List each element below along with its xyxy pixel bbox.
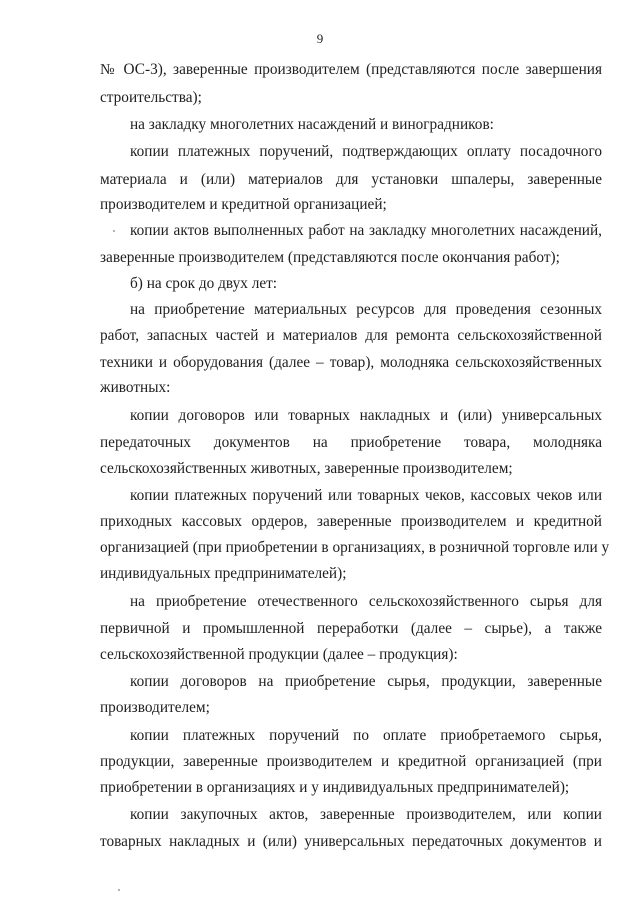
text-line: копии актов выполненных работ на закладку многолетних насаждений, xyxy=(130,222,602,239)
text-line: заверенные производителем (представляются после окончания работ); xyxy=(100,249,560,266)
text-line: копии закупочных актов, заверенные производителем, или копии xyxy=(130,806,602,823)
text-line: копии платежных поручений, подтверждающих оплату посадочного xyxy=(130,143,602,160)
text-line: б) на срок до двух лет: xyxy=(130,275,278,292)
text-line: копии договоров на приобретение сырья, продукции, заверенные xyxy=(130,673,602,690)
scan-speck xyxy=(118,889,120,891)
text-line: техники и оборудования (далее – товар), молодняка сельскохозяйственных xyxy=(100,354,602,371)
text-line: на приобретение отечественного сельскохозяйственного сырья для xyxy=(130,593,602,610)
text-line: сельскохозяйственных животных, заверенные производителем; xyxy=(100,460,513,477)
text-line: сельскохозяйственной продукции (далее – продукция): xyxy=(100,646,458,663)
page-number: 9 xyxy=(316,31,324,46)
text-line: первичной и промышленной переработки (далее – сырье), а также xyxy=(100,620,602,637)
text-line: на приобретение материальных ресурсов для проведения сезонных xyxy=(130,301,602,318)
text-line: копии платежных поручений или товарных чеков, кассовых чеков или xyxy=(130,487,602,504)
text-line: организацией (при приобретении в организациях, в розничной торговле или у xyxy=(100,539,610,556)
text-line: приобретении в организациях и у индивидуальных предпринимателей); xyxy=(100,779,570,796)
text-line: копии договоров или товарных накладных и (или) универсальных xyxy=(130,407,602,424)
text-line: индивидуальных предпринимателей); xyxy=(100,565,347,582)
text-line: продукции, заверенные производителем и кредитной организацией (при xyxy=(100,753,602,770)
text-line: товарных накладных и (или) универсальных передаточных документов и xyxy=(100,833,602,850)
text-line: производителем; xyxy=(100,699,210,716)
text-line: копии платежных поручений по оплате приобретаемого сырья, xyxy=(130,727,602,744)
text-line: приходных кассовых ордеров, заверенные производителем и кредитной xyxy=(100,513,602,530)
text-line: работ, запасных частей и материалов для ремонта сельскохозяйственной xyxy=(100,327,602,344)
scan-speck xyxy=(113,230,115,232)
text-line: материала и (или) материалов для установки шпалеры, заверенные xyxy=(100,171,602,188)
text-line: на закладку многолетних насаждений и виноградников: xyxy=(130,116,494,133)
text-line: строительства); xyxy=(100,89,202,106)
text-line: № ОС-3), заверенные производителем (представляются после завершения xyxy=(100,61,602,78)
text-line: производителем и кредитной организацией; xyxy=(100,196,387,213)
text-line: животных: xyxy=(100,379,171,396)
text-line: передаточных документов на приобретение товара, молодняка xyxy=(100,434,602,451)
